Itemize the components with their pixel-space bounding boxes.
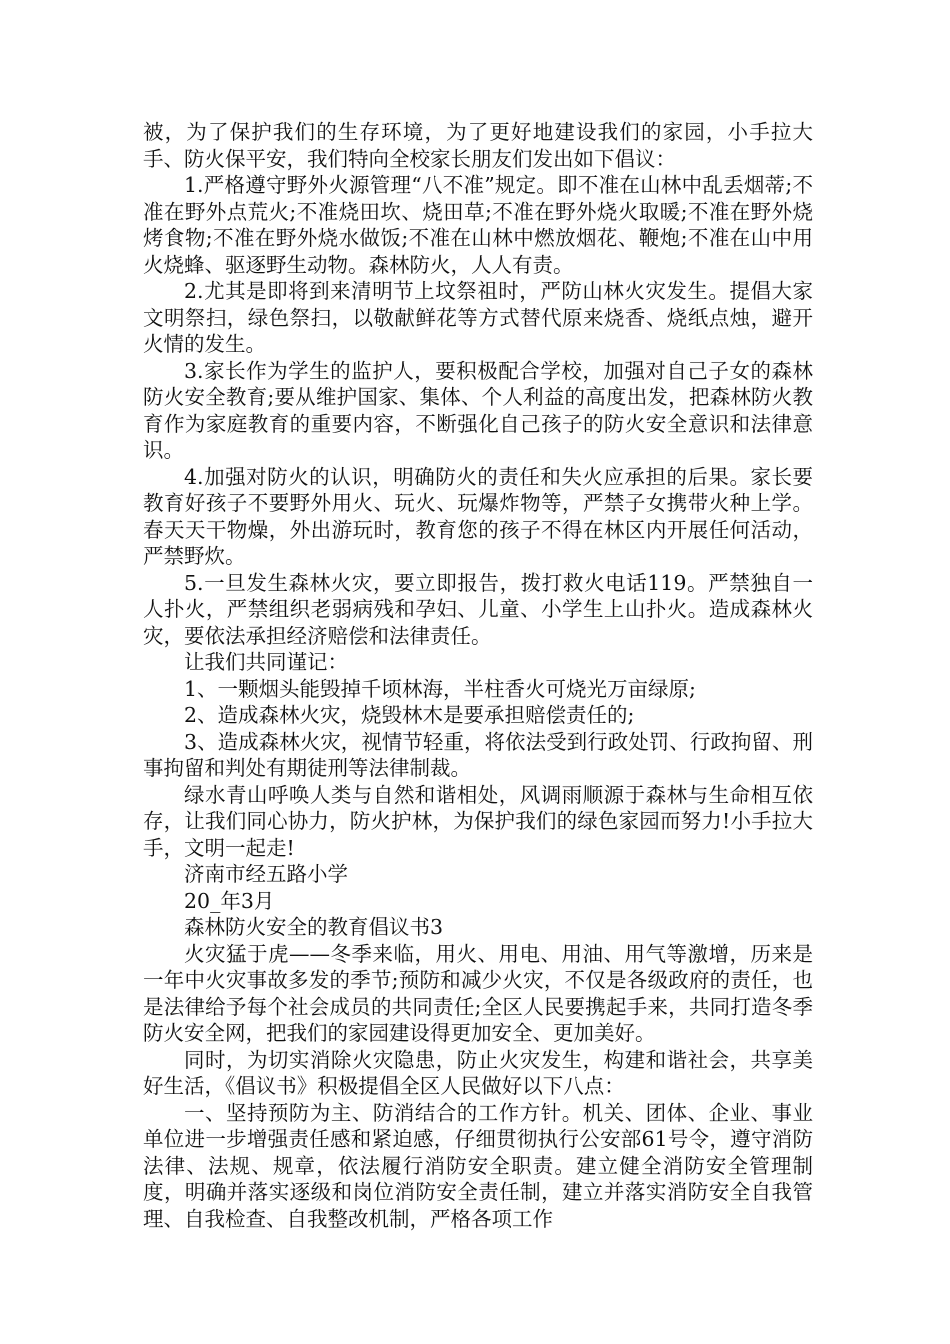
paragraph: 2.尤其是即将到来清明节上坟祭祖时，严防山林火灾发生。提倡大家文明祭扫，绿色祭扫，以敬献鲜花等方式替代原来烧香、烧纸点烛，避开火情的发生。 — [143, 279, 813, 356]
paragraph: 同时，为切实消除火灾隐患，防止火灾发生，构建和谐社会，共享美好生活，《倡议书》积极提倡全区人民做好以下八点： — [143, 1047, 813, 1098]
paragraph: 3、造成森林火灾，视情节轻重，将依法受到行政处罚、行政拘留、刑事拘留和判处有期徒刑等法律制裁。 — [143, 729, 813, 780]
signature-school: 济南市经五路小学 — [184, 862, 348, 886]
paragraph: 火灾猛于虎——冬季来临，用火、用电、用油、用气等激增，历来是一年中火灾事故多发的季节;预防和减少火灾，不仅是各级政府的责任，也是法律给予每个社会成员的共同责任;全区人民要携起手来，共同打造冬季防火安全网，把我们的家园建设得更加安全、更加美好。 — [143, 941, 813, 1045]
paragraph: 4.加强对防火的认识，明确防火的责任和失火应承担的后果。家长要教育好孩子不要野外用火、玩火、玩爆炸物等，严禁子女携带火种上学。春天天干物燥，外出游玩时，教育您的孩子不得在林区内开展任何活动，严禁野炊。 — [143, 464, 813, 568]
paragraph: 2、造成森林火灾，烧毁林木是要承担赔偿责任的; — [184, 703, 635, 727]
paragraph: 绿水青山呼唤人类与自然和谐相处，风调雨顺源于森林与生命相互依存，让我们同心协力，防火护林，为保护我们的绿色家园而努力!小手拉大手，文明一起走! — [143, 782, 813, 860]
paragraph: 3.家长作为学生的监护人，要积极配合学校，加强对自己子女的森林防火安全教育;要从维护国家、集体、个人利益的高度出发，把森林防火教育作为家庭教育的重要内容，不断强化自己孩子的防火安全意识和法律意识。 — [143, 358, 813, 462]
signature-date: 20_年3月 — [184, 888, 275, 913]
paragraph: 一、坚持预防为主、防消结合的工作方针。机关、团体、企业、事业单位进一步增强责任感和紧迫感，仔细贯彻执行公安部61号令，遵守消防法律、法规、规章，依法履行消防安全职责。建立健全消防安全管理制度，明确并落实逐级和岗位消防安全责任制，建立并落实消防安全自我管理、自我检查、自我整改机制，严格各项工作 — [143, 1100, 813, 1231]
paragraph: 1.严格遵守野外火源管理“八不准”规定。即不准在山林中乱丢烟蒂;不准在野外点荒火;不准烧田坎、烧田草;不准在野外烧火取暖;不准在野外烧烤食物;不准在野外烧水做饭;不准在山林中燃放烟花、鞭炮;不准在山中用火烧蜂、驱逐野生动物。森林防火，人人有责。 — [143, 173, 813, 277]
document-body — [143, 119, 813, 1232]
paragraph: 被，为了保护我们的生存环境，为了更好地建设我们的家园，小手拉大手、防火保平安，我们特向全校家长朋友们发出如下倡议： — [143, 120, 813, 171]
paragraph: 让我们共同谨记： — [184, 650, 348, 674]
paragraph: 5.一旦发生森林火灾，要立即报告，拨打救火电话119。严禁独自一人扑火，严禁组织老弱病残和孕妇、儿童、小学生上山扑火。造成森林火灾，要依法承担经济赔偿和法律责任。 — [143, 570, 813, 648]
paragraph: 1、一颗烟头能毁掉千顷林海，半柱香火可烧光万亩绿原; — [184, 676, 696, 701]
section-title: 森林防火安全的教育倡议书3 — [184, 915, 444, 939]
